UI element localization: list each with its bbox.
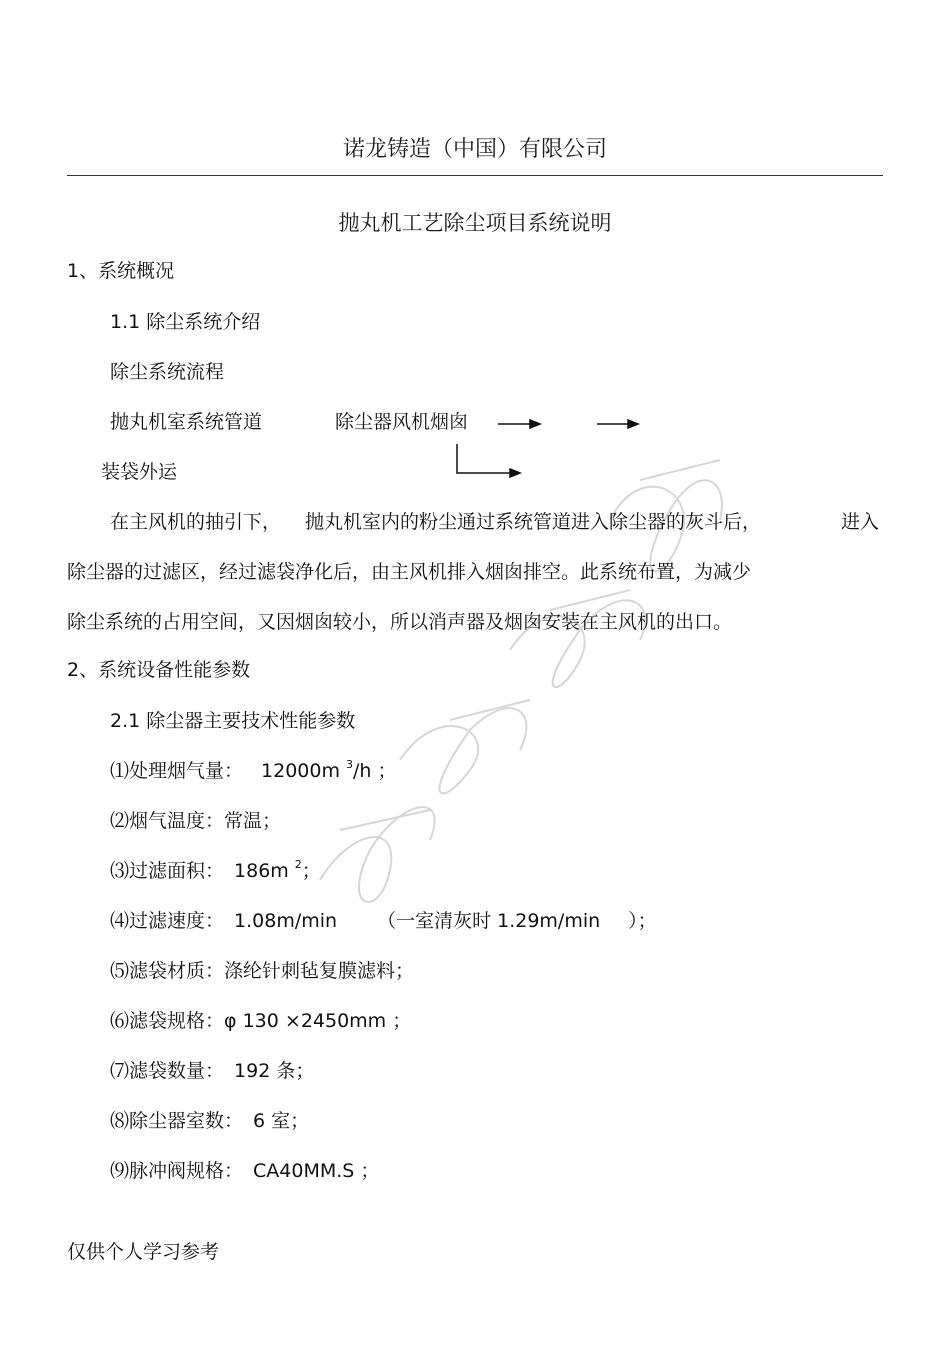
param-bag-count-label: ⑺滤袋数量： bbox=[110, 1060, 225, 1082]
param-airflow bbox=[110, 758, 397, 782]
flow-label: 除尘系统流程 bbox=[110, 361, 225, 383]
param-filter-speed-value: 1.08m/min bbox=[234, 910, 338, 932]
param-airflow-value: 12000m bbox=[261, 760, 340, 782]
paragraph-line1-c: 进入 bbox=[841, 511, 880, 533]
param-pulse-valve bbox=[110, 1162, 379, 1181]
param-filter-speed-label: ⑷过滤速度： bbox=[110, 910, 225, 932]
param-bag-material: ⑸滤袋材质：涤纶针刺毡复膜滤料； bbox=[110, 960, 415, 982]
param-filter-speed-end: ）； bbox=[628, 910, 657, 932]
param-filter-area bbox=[110, 858, 321, 882]
param-filter-area-superscript: 2 bbox=[294, 858, 302, 871]
company-header: 诺龙铸造（中国）有限公司 bbox=[342, 137, 607, 162]
flow-step-collector: 除尘器风机烟囱 bbox=[335, 411, 469, 433]
paragraph-line1-a: 在主风机的抽引下， bbox=[110, 511, 282, 533]
header-rule bbox=[67, 175, 883, 176]
document-title: 抛丸机工艺除尘项目系统说明 bbox=[338, 211, 612, 235]
param-bag-count bbox=[110, 1062, 314, 1081]
param-pulse-valve-label: ⑼脉冲阀规格： bbox=[110, 1160, 244, 1182]
param-airflow-superscript: 3 bbox=[345, 758, 353, 771]
section2-sub-heading: 2.1 除尘器主要技术性能参数 bbox=[110, 710, 356, 732]
paragraph-line3: 除尘系统的占用空间，又因烟囱较小，所以消声器及烟囱安装在主风机的出口。 bbox=[67, 611, 733, 633]
param-chamber-count-value: 6 室； bbox=[253, 1110, 310, 1132]
footer-note: 仅供个人学习参考 bbox=[67, 1241, 220, 1263]
param-bag-count-value: 192 条； bbox=[234, 1060, 315, 1082]
param-filter-speed-note: （一室清灰时 1.29m/min bbox=[377, 910, 601, 932]
param-bag-spec-value: φ 130 ×2450mm ； bbox=[224, 1010, 412, 1032]
param-filter-area-value: 186m bbox=[234, 860, 289, 882]
paragraph-line2: 除尘器的过滤区，经过滤袋净化后，由主风机排入烟囱排空。此系统布置，为减少 bbox=[67, 561, 752, 583]
param-airflow-unit: /h ； bbox=[352, 760, 397, 782]
param-pulse-valve-value: CA40MM.S ； bbox=[253, 1160, 380, 1182]
arrowhead-2 bbox=[628, 420, 638, 428]
param-filter-area-label: ⑶过滤面积： bbox=[110, 860, 225, 882]
section2-heading: 2、系统设备性能参数 bbox=[67, 659, 251, 681]
section1-sub-heading: 1.1 除尘系统介绍 bbox=[110, 311, 261, 333]
arrow-down-right bbox=[457, 444, 512, 473]
flow-arrows bbox=[440, 410, 660, 485]
param-temperature: ⑵烟气温度：常温； bbox=[110, 810, 282, 832]
param-bag-spec-label: ⑹滤袋规格： bbox=[110, 1010, 225, 1032]
paragraph-line1-b: 抛丸机室内的粉尘通过系统管道进入除尘器的灰斗后， bbox=[305, 511, 762, 533]
param-chamber-count bbox=[110, 1112, 309, 1131]
param-bag-spec bbox=[110, 1012, 411, 1031]
param-airflow-label: ⑴处理烟气量： bbox=[110, 760, 244, 782]
param-chamber-count-label: ⑻除尘器室数： bbox=[110, 1110, 244, 1132]
flow-step-bagging: 装袋外运 bbox=[101, 461, 178, 483]
section1-heading: 1、系统概况 bbox=[67, 260, 175, 282]
param-filter-area-unit: ； bbox=[301, 860, 321, 882]
flow-step-pipeline: 抛丸机室系统管道 bbox=[110, 411, 263, 433]
arrowhead-3 bbox=[510, 469, 520, 477]
arrowhead-1 bbox=[530, 420, 540, 428]
param-filter-speed bbox=[110, 912, 657, 931]
